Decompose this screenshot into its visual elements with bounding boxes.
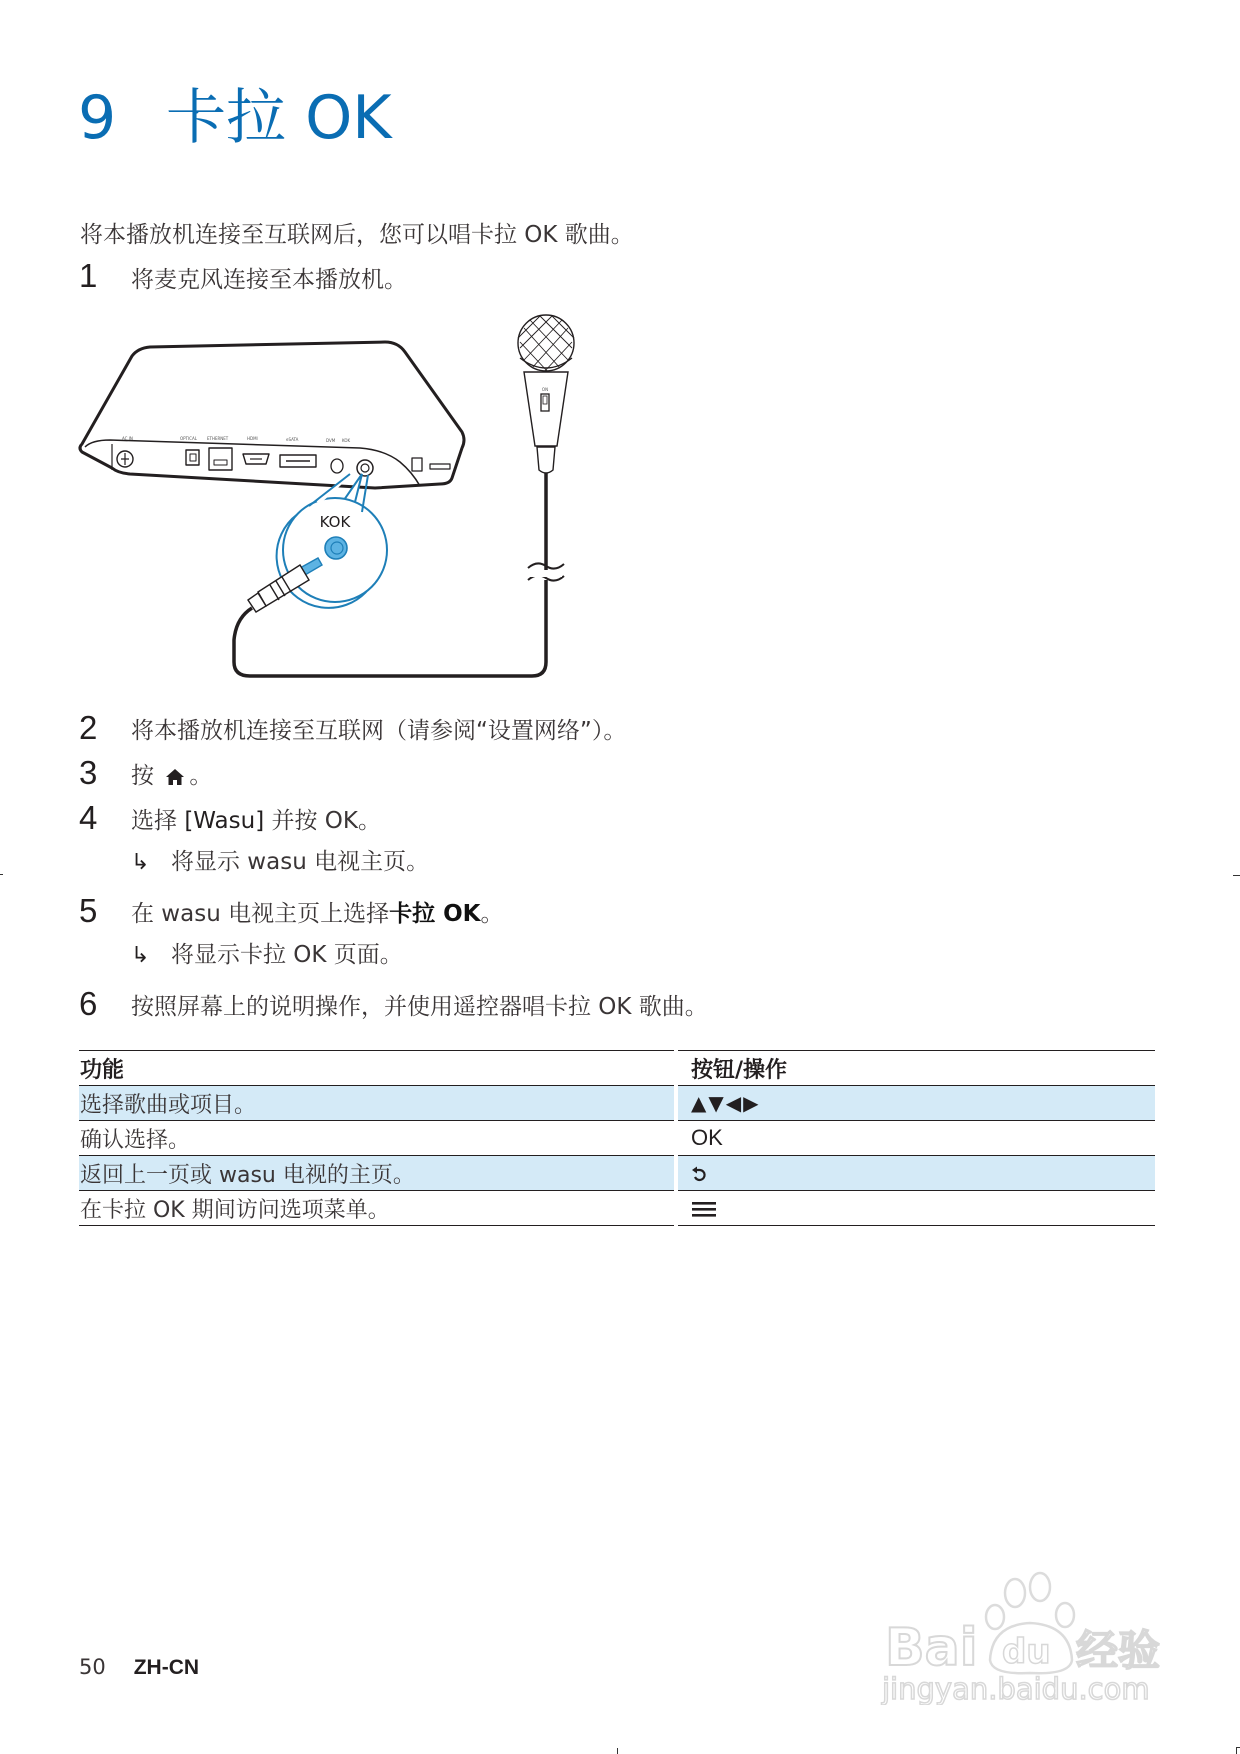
- page-number: 50: [79, 1655, 106, 1679]
- table-header-row: [79, 1051, 1155, 1086]
- table-row: [79, 1191, 1155, 1226]
- column-header-button: 按钮/操作: [676, 1051, 1155, 1086]
- step-text: 将本播放机连接至互联网（请参阅“设置网络”）。: [131, 718, 627, 744]
- column-header-function: 功能: [79, 1051, 676, 1086]
- step-number: 3: [79, 754, 98, 791]
- mic-switch-label: ON: [541, 387, 549, 392]
- back-icon: [691, 1165, 707, 1183]
- callout-label: KOK: [319, 513, 351, 531]
- microphone-illustration: [518, 315, 574, 473]
- function-cell: 选择歌曲或项目。: [79, 1086, 676, 1121]
- chapter-heading: [78, 83, 392, 153]
- svg-text:du: du: [1002, 1632, 1051, 1672]
- step-text: [131, 900, 503, 928]
- table-row: [79, 1121, 1155, 1156]
- step-text-after: 。: [480, 901, 504, 927]
- table-row: [79, 1156, 1155, 1191]
- step-number: 1: [79, 257, 98, 294]
- baidu-jingyan-watermark: [880, 1565, 1170, 1705]
- svg-text:Bai: Bai: [885, 1618, 978, 1678]
- arrow-keys-icon: ▲▼◀▶: [676, 1086, 1155, 1121]
- page-footer: [79, 1655, 199, 1680]
- function-cell: 返回上一页或 wasu 电视的主页。: [79, 1156, 676, 1191]
- karaoke-connection-diagram: [70, 305, 610, 695]
- function-button-table: [79, 1050, 1155, 1226]
- step-text-before: 选择: [131, 808, 185, 834]
- step-result: [131, 848, 429, 877]
- ok-button-label: OK: [676, 1121, 1155, 1156]
- result-text: 将显示卡拉 OK 页面。: [171, 942, 403, 968]
- function-cell: 在卡拉 OK 期间访问选项菜单。: [79, 1191, 676, 1226]
- crop-mark: [1233, 875, 1240, 876]
- crop-mark: [617, 1748, 618, 1754]
- step-text: 按照屏幕上的说明操作，并使用遥控器唱卡拉 OK 歌曲。: [131, 994, 708, 1020]
- result-arrow-icon: ↳: [131, 943, 150, 968]
- svg-text:eSATA: eSATA: [286, 437, 299, 442]
- svg-text:KOK: KOK: [342, 438, 351, 443]
- menu-option-wasu: [Wasu]: [184, 808, 265, 834]
- step-number: 6: [79, 985, 98, 1022]
- step-result: [131, 941, 403, 970]
- step-text: [131, 762, 212, 790]
- menu-icon: [691, 1200, 717, 1218]
- step-text-after: 并按 OK。: [264, 808, 381, 834]
- cable-break-icon: [528, 563, 564, 580]
- step-text: [131, 807, 381, 835]
- home-icon: [165, 768, 185, 786]
- svg-text:OPTICAL: OPTICAL: [180, 436, 197, 441]
- chapter-number: 9: [78, 83, 117, 153]
- step-text: 将麦克风连接至本播放机。: [131, 267, 407, 293]
- svg-text:AC IN: AC IN: [122, 436, 133, 441]
- intro-paragraph: 将本播放机连接至互联网后，您可以唱卡拉 OK 歌曲。: [80, 222, 634, 248]
- watermark-url: jingyan.baidu.com: [882, 1672, 1150, 1705]
- language-code: ZH-CN: [133, 1656, 200, 1679]
- step-text-before: 在 wasu 电视主页上选择: [131, 901, 390, 927]
- crop-mark: [0, 874, 3, 875]
- step-number: 2: [79, 709, 98, 746]
- menu-option-karaoke: 卡拉 OK: [389, 901, 481, 927]
- function-cell: 确认选择。: [79, 1121, 676, 1156]
- svg-text:HDMI: HDMI: [247, 436, 258, 441]
- step-number: 5: [79, 892, 98, 929]
- chapter-title: 卡拉 OK: [166, 83, 392, 153]
- step-text-before: 按: [131, 763, 154, 789]
- svg-text:DVM: DVM: [326, 438, 336, 443]
- crop-mark: [1236, 1747, 1237, 1754]
- table-row: [79, 1086, 1155, 1121]
- result-text: 将显示 wasu 电视主页。: [171, 849, 430, 875]
- step-number: 4: [79, 799, 98, 836]
- step-text-after: 。: [189, 763, 213, 789]
- result-arrow-icon: ↳: [131, 850, 150, 875]
- kok-jack-icon: [325, 537, 347, 559]
- svg-text:ETHERNET: ETHERNET: [207, 436, 229, 441]
- player-device-illustration: [80, 342, 464, 488]
- svg-text:经验: 经验: [1076, 1626, 1161, 1675]
